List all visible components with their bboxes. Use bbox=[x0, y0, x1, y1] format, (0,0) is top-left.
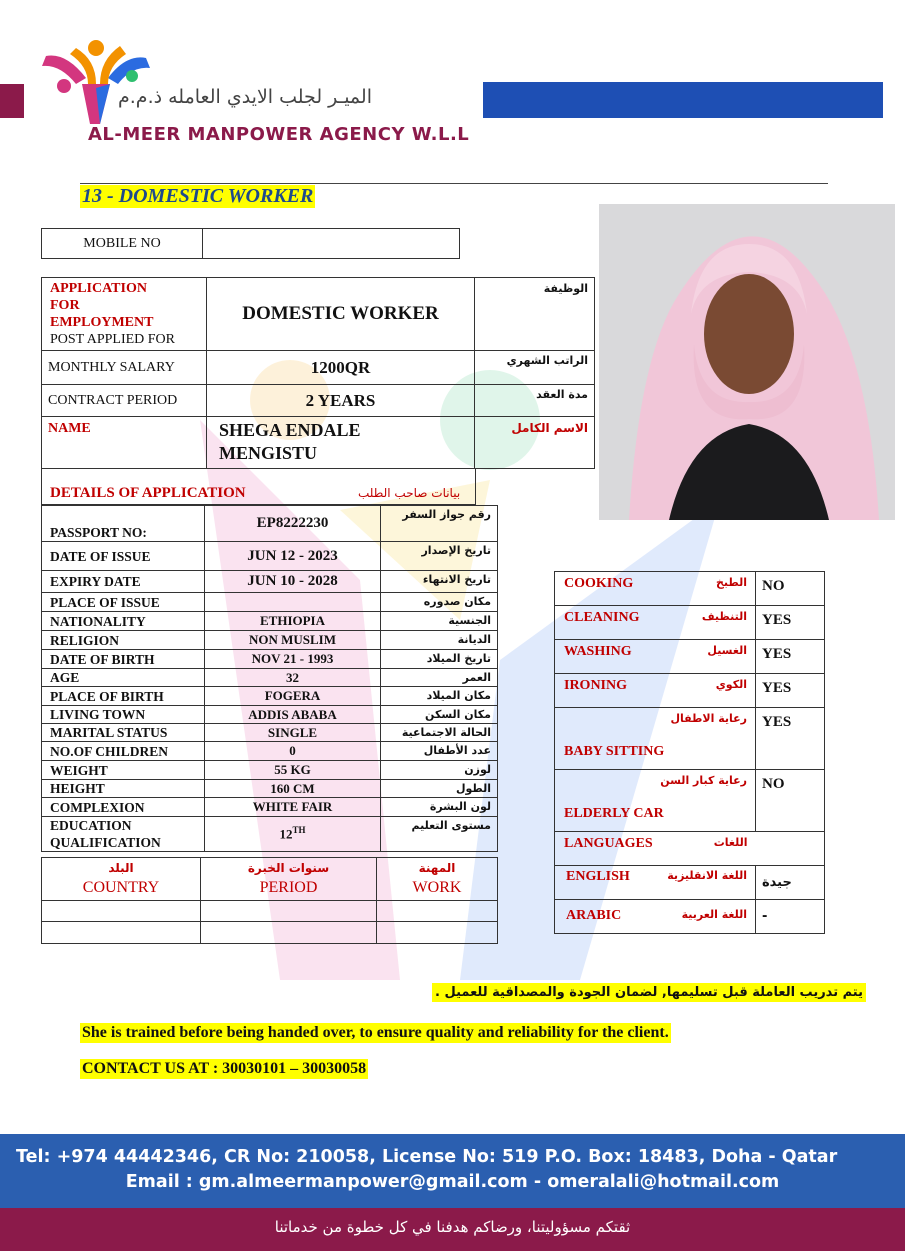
details-table bbox=[41, 505, 498, 852]
application-ar: الوظيفة bbox=[475, 278, 595, 351]
detail-label: DATE OF ISSUE bbox=[42, 542, 205, 571]
salary-ar: الراتب الشهري bbox=[475, 351, 595, 385]
detail-value: 12 bbox=[279, 826, 293, 842]
detail-row bbox=[42, 593, 498, 612]
detail-value-cell bbox=[205, 542, 381, 571]
english-note: She is trained before being handed over, to ensure quality and reliability for the client. bbox=[82, 1024, 669, 1041]
contract-value: 2 YEARS bbox=[207, 385, 475, 417]
language-level: جيدة bbox=[756, 866, 825, 900]
mobile-label: MOBILE NO bbox=[42, 229, 203, 259]
detail-value-cell bbox=[205, 706, 381, 724]
agency-logo-icon bbox=[36, 38, 156, 128]
skill-row bbox=[555, 708, 825, 770]
detail-value-cell bbox=[205, 817, 381, 852]
language-ar: اللغة الانقليزية bbox=[667, 869, 747, 882]
name-value: SHEGA ENDALE MENGISTU bbox=[207, 417, 475, 469]
contract-ar: مدة العقد bbox=[475, 385, 595, 417]
salary-label: MONTHLY SALARY bbox=[42, 351, 207, 385]
detail-value-cell bbox=[205, 798, 381, 817]
details-label: DETAILS OF APPLICATION bbox=[50, 485, 246, 501]
exp-row bbox=[42, 922, 498, 944]
detail-value-cell bbox=[205, 571, 381, 593]
language-label: ARABIC bbox=[566, 908, 622, 923]
detail-ar: الحالة الاجتماعية bbox=[381, 724, 498, 742]
exp-work: WORK bbox=[412, 879, 462, 896]
detail-value: JUN 12 - 2023 bbox=[247, 547, 338, 564]
detail-label: NATIONALITY bbox=[42, 612, 205, 631]
detail-value: 32 bbox=[286, 669, 299, 685]
exp-work-ar: المهنة bbox=[418, 861, 456, 875]
skill-value: YES bbox=[756, 606, 825, 640]
detail-row bbox=[42, 571, 498, 593]
exp-country-ar: البلد bbox=[108, 861, 134, 875]
detail-value-cell bbox=[205, 780, 381, 798]
skill-ar: رعاية كبار السن bbox=[660, 774, 747, 787]
skill-label: COOKING bbox=[564, 576, 634, 591]
detail-value-cell bbox=[205, 761, 381, 780]
header-left-band bbox=[0, 84, 24, 118]
skills-table bbox=[554, 571, 825, 934]
detail-value: ADDIS ABABA bbox=[248, 706, 337, 722]
application-label-2: FOR bbox=[50, 298, 80, 313]
detail-ar: الجنسية bbox=[381, 612, 498, 631]
name-ar: الاسم الكامل bbox=[475, 417, 595, 469]
detail-row bbox=[42, 742, 498, 761]
detail-ar: مكان السكن bbox=[381, 706, 498, 724]
application-value: DOMESTIC WORKER bbox=[207, 278, 475, 351]
header-right-band bbox=[483, 82, 883, 118]
detail-label: WEIGHT bbox=[42, 761, 205, 780]
detail-value: 160 CM bbox=[270, 780, 315, 796]
detail-row bbox=[42, 798, 498, 817]
exp-work-header bbox=[377, 858, 498, 901]
languages-label: LANGUAGES bbox=[564, 836, 653, 851]
detail-value-cell bbox=[205, 506, 381, 542]
footer-contact-line: Tel: +974 44442346, CR No: 210058, License No: 519 P.O. Box: 18483, Doha - Qatar bbox=[16, 1147, 838, 1167]
languages-cell bbox=[555, 832, 756, 866]
detail-row bbox=[42, 687, 498, 706]
language-cell bbox=[555, 866, 756, 900]
detail-value: EP8222230 bbox=[256, 515, 329, 531]
detail-row bbox=[42, 669, 498, 687]
detail-ar: مكان صدوره bbox=[381, 593, 498, 612]
language-cell bbox=[555, 900, 756, 934]
exp-period: PERIOD bbox=[259, 879, 318, 896]
detail-value-sup: TH bbox=[292, 825, 306, 836]
exp-period-header bbox=[201, 858, 377, 901]
skill-value: NO bbox=[756, 572, 825, 606]
detail-ar: مستوى التعليم bbox=[381, 817, 498, 852]
agency-name-arabic: الميـر لجلب الايدي العامله ذ.م.م bbox=[118, 86, 372, 108]
detail-row bbox=[42, 506, 498, 542]
detail-value-cell bbox=[205, 687, 381, 706]
detail-row bbox=[42, 706, 498, 724]
detail-value-cell bbox=[205, 742, 381, 761]
detail-label: MARITAL STATUS bbox=[42, 724, 205, 742]
skill-label: CLEANING bbox=[564, 610, 640, 625]
detail-ar: رقم جواز السفر bbox=[381, 506, 498, 542]
detail-ar: عدد الأطفال bbox=[381, 742, 498, 761]
detail-value: 0 bbox=[289, 743, 296, 758]
detail-value: JUN 10 - 2028 bbox=[247, 573, 338, 589]
skill-value: NO bbox=[756, 770, 825, 832]
detail-label: EXPIRY DATE bbox=[42, 571, 205, 593]
skill-row bbox=[555, 640, 825, 674]
detail-row bbox=[42, 542, 498, 571]
mobile-value bbox=[203, 229, 460, 259]
languages-ar: اللغات bbox=[713, 836, 748, 849]
detail-ar: تاريخ الإصدار bbox=[381, 542, 498, 571]
exp-country-header bbox=[42, 858, 201, 901]
detail-value: SINGLE bbox=[267, 724, 318, 740]
language-level: - bbox=[756, 900, 825, 934]
skill-value: YES bbox=[756, 708, 825, 770]
contract-label: CONTRACT PERIOD bbox=[42, 385, 207, 417]
detail-row bbox=[42, 612, 498, 631]
skill-value: YES bbox=[756, 674, 825, 708]
detail-label: LIVING TOWN bbox=[42, 706, 205, 724]
skill-row bbox=[555, 674, 825, 708]
skill-ar: الغسيل bbox=[707, 644, 747, 657]
contact-line: CONTACT US AT : 30030101 – 30030058 bbox=[82, 1060, 367, 1077]
language-row bbox=[555, 866, 825, 900]
detail-ar: الطول bbox=[381, 780, 498, 798]
skill-ar: التنظيف bbox=[701, 610, 747, 623]
arabic-note: يتم تدريب العاملة قبل تسليمها, لضمان الجودة والمصداقية للعميل . bbox=[432, 983, 866, 1002]
skill-cell bbox=[555, 640, 756, 674]
skill-ar: الطبخ bbox=[715, 576, 747, 589]
detail-value: ETHIOPIA bbox=[259, 613, 325, 628]
detail-value-cell bbox=[205, 593, 381, 612]
skill-cell bbox=[555, 770, 756, 832]
mobile-table bbox=[41, 228, 460, 259]
experience-table bbox=[41, 857, 498, 944]
languages-row bbox=[555, 832, 825, 866]
detail-value-cell bbox=[205, 650, 381, 669]
skill-value: YES bbox=[756, 640, 825, 674]
skill-cell bbox=[555, 674, 756, 708]
detail-ar: تاريخ الانتهاء bbox=[381, 571, 498, 593]
detail-ar: لون البشرة bbox=[381, 798, 498, 817]
skill-row bbox=[555, 770, 825, 832]
detail-row bbox=[42, 761, 498, 780]
detail-label: EDUCATION QUALIFICATION bbox=[42, 817, 205, 852]
detail-row bbox=[42, 780, 498, 798]
detail-label: AGE bbox=[42, 669, 205, 687]
detail-value: NON MUSLIM bbox=[248, 632, 337, 647]
skill-row bbox=[555, 606, 825, 640]
detail-value-cell bbox=[205, 631, 381, 650]
detail-value-cell bbox=[205, 669, 381, 687]
detail-value: NOV 21 - 1993 bbox=[251, 651, 334, 666]
skill-cell bbox=[555, 606, 756, 640]
skill-label: WASHING bbox=[564, 644, 632, 659]
exp-period-ar: سنوات الخبرة bbox=[247, 861, 330, 875]
detail-label: COMPLEXION bbox=[42, 798, 205, 817]
detail-value: FOGERA bbox=[264, 688, 321, 703]
application-label-1: APPLICATION bbox=[50, 281, 147, 296]
page-title: 13 - DOMESTIC WORKER bbox=[82, 185, 314, 207]
language-ar: اللغة العربية bbox=[681, 908, 747, 921]
detail-label: PASSPORT NO: bbox=[42, 506, 205, 542]
detail-row bbox=[42, 631, 498, 650]
application-label-3: EMPLOYMENT bbox=[50, 315, 154, 330]
detail-label: RELIGION bbox=[42, 631, 205, 650]
detail-row bbox=[42, 724, 498, 742]
exp-row bbox=[42, 901, 498, 922]
footer-email-line: Email : gm.almeermanpower@gmail.com - omeralali@hotmail.com bbox=[125, 1172, 780, 1192]
detail-row bbox=[42, 650, 498, 669]
skill-label: IRONING bbox=[564, 678, 628, 693]
footer-slogan-band bbox=[0, 1208, 905, 1251]
applicant-photo bbox=[599, 204, 895, 520]
detail-ar: العمر bbox=[381, 669, 498, 687]
languages-empty bbox=[756, 832, 825, 866]
detail-label: NO.OF CHILDREN bbox=[42, 742, 205, 761]
detail-label: PLACE OF ISSUE bbox=[42, 593, 205, 612]
skill-cell bbox=[555, 708, 756, 770]
skill-label: BABY SITTING bbox=[564, 744, 665, 759]
detail-value: WHITE FAIR bbox=[252, 799, 333, 814]
detail-ar: تاريخ الميلاد bbox=[381, 650, 498, 669]
detail-row bbox=[42, 817, 498, 852]
title-rule bbox=[80, 183, 828, 184]
salary-value: 1200QR bbox=[207, 351, 475, 385]
application-label-4: POST APPLIED FOR bbox=[50, 332, 176, 347]
detail-value-cell bbox=[205, 724, 381, 742]
skill-cell bbox=[555, 572, 756, 606]
skill-ar: رعاية الاطفال bbox=[670, 712, 747, 725]
agency-name-english: AL-MEER MANPOWER AGENCY W.L.L bbox=[88, 124, 470, 145]
name-label: NAME bbox=[42, 417, 207, 469]
skill-ar: الكوي bbox=[715, 678, 747, 691]
detail-ar: الديانة bbox=[381, 631, 498, 650]
skill-row bbox=[555, 572, 825, 606]
language-row bbox=[555, 900, 825, 934]
language-label: ENGLISH bbox=[566, 869, 630, 884]
application-label bbox=[42, 278, 207, 351]
detail-label: PLACE OF BIRTH bbox=[42, 687, 205, 706]
detail-ar: مكان الميلاد bbox=[381, 687, 498, 706]
footer-slogan: ثقتكم مسؤوليتنا، ورضاكم هدفنا في كل خطوة من خدماتنا bbox=[274, 1218, 631, 1236]
detail-value: 55 KG bbox=[274, 762, 311, 777]
application-table bbox=[41, 277, 595, 469]
footer-band bbox=[0, 1134, 905, 1208]
detail-label: DATE OF BIRTH bbox=[42, 650, 205, 669]
detail-ar: لوزن bbox=[381, 761, 498, 780]
detail-label: HEIGHT bbox=[42, 780, 205, 798]
detail-value-cell bbox=[205, 612, 381, 631]
details-header bbox=[41, 468, 476, 505]
details-ar: بيانات صاحب الطلب bbox=[358, 486, 461, 500]
exp-country: COUNTRY bbox=[82, 879, 160, 896]
skill-label: ELDERLY CAR bbox=[564, 806, 664, 821]
